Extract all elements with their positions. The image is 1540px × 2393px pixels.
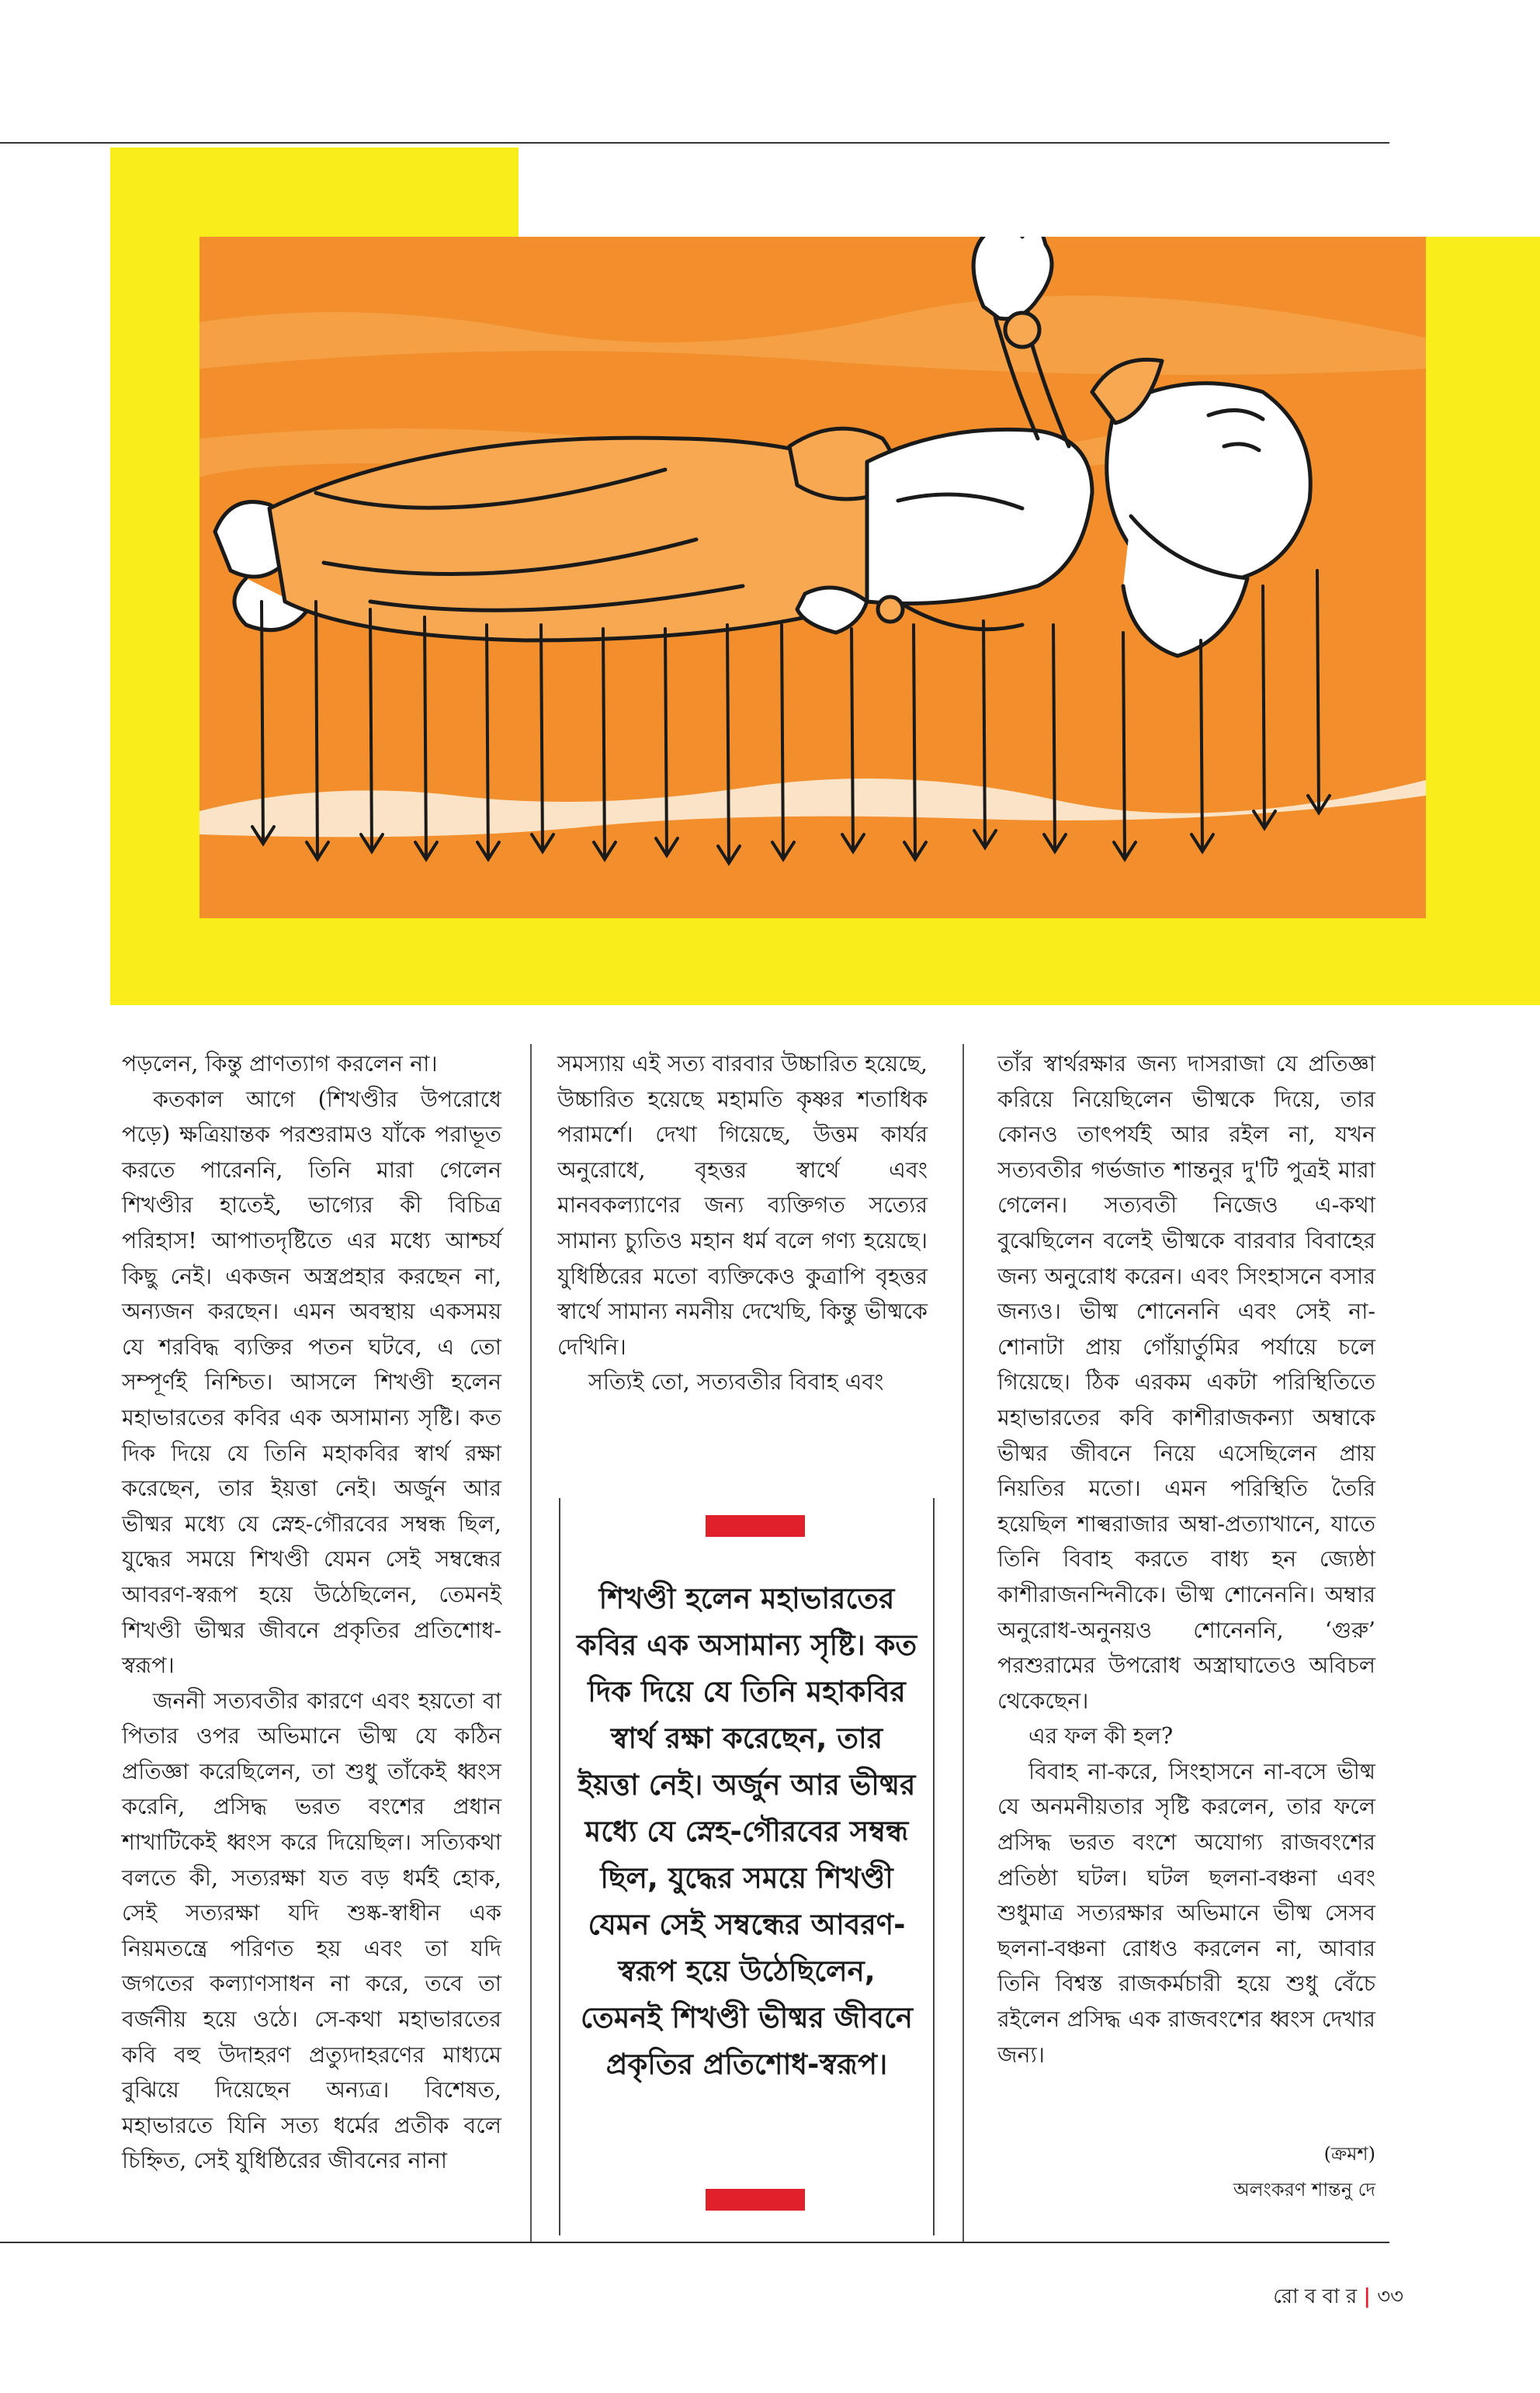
yellow-accent-bar <box>110 147 519 237</box>
pull-quote-bottom-marker <box>706 2189 805 2211</box>
article-column-2 <box>557 1046 928 1400</box>
paragraph: তাঁর স্বার্থরক্ষার জন্য দাসরাজা যে প্রতিজ্ঞা করিয়ে নিয়েছিলেন ভীষ্মকে দিয়ে, তার কোনও তাৎপর্যই আর রইল না, যখন সত্যবতীর গর্ভজাত শান্তনুর দু'টি পুত্রই মারা গেলেন। সত্যবতী নিজেও এ-কথা বুঝেছিলেন বলেই ভীষ্মকে বারবার বিবাহের জন্য অনুরোধ করেন। এবং সিংহাসনে বসার জন্যও। ভীষ্ম শোনেননি এবং সেই না-শোনাটা প্রায় গোঁয়ার্তুমির পর্যায়ে চলে গিয়েছে। ঠিক এরকম একটা পরিস্থিতিতে মহাভারতের কবি কাশীরাজকন্যা অম্বাকে ভীষ্মর জীবনে নিয়ে এসেছিলেন প্রায় নিয়তির মতো। এমন পরিস্থিতি তৈরি হয়েছিল শাল্বরাজার অম্বা-প্রত্যাখানে, যাতে তিনি বিবাহ করতে বাধ্য হন জ্যেষ্ঠা কাশীরাজনন্দিনীকে। ভীষ্ম শোনেননি। অম্বার অনুরোধ-অনুনয়ও শোনেননি, ‘গুরু’ পরশুরামের উপরোধ অস্ত্রাঘাতেও অবিচল থেকেছেন। <box>997 1051 1375 1714</box>
pull-quote-top-marker <box>706 1515 805 1537</box>
paragraph: সমস্যায় এই সত্য বারবার উচ্চারিত হয়েছে, উচ্চারিত হয়েছে মহামতি কৃষ্ণর শতাধিক পরামর্শে। দেখা গিয়েছে, উত্তম কার্যর অনুরোধে, বৃহত্তর স্বার্থে এবং মানবকল্যাণের জন্য ব্যক্তিগত সত্যের সামান্য চ্যুতিও মহান ধর্ম বলে গণ্য হয়েছে। যুধিষ্ঠিরের মতো ব্যক্তিকেও কুত্রাপি বৃহত্তর স্বার্থে সামান্য নমনীয় দেখেছি, কিন্তু ভীষ্মকে দেখিনি। <box>557 1051 928 1360</box>
magazine-name: রো ব বা র <box>1273 2285 1358 2308</box>
pull-quote-box <box>559 1498 935 2235</box>
footer-rule <box>0 2242 1389 2243</box>
top-rule <box>0 142 1389 144</box>
to-be-continued: (ক্রমশ) <box>1323 2143 1375 2165</box>
article-column-3 <box>997 1046 1375 2072</box>
column-divider <box>962 1044 964 2243</box>
illustration-credit: অলংকরণ শান্তনু দে <box>1233 2179 1375 2201</box>
pull-quote-text: শিখণ্ডী হলেন মহাভারতের কবির এক অসামান্য সৃষ্টি। কত দিক দিয়ে যে তিনি মহাকবির স্বার্থ রক্ষা করেছেন, তার ইয়ত্তা নেই। অর্জুন আর ভীষ্মর মধ্যে যে স্নেহ-গৌরবের সম্বন্ধ ছিল, যুদ্ধের সময়ে শিখণ্ডী যেমন সেই সম্বন্ধের আবরণ-স্বরূপ হয়ে উঠেছিলেন, তেমনই শিখণ্ডী ভীষ্মর জীবনে প্রকৃতির প্রতিশোধ-স্বরূপ। <box>576 1582 917 2081</box>
column-divider <box>530 1044 532 2243</box>
paragraph: সত্যিই তো, সত্যবতীর বিবাহ এবং <box>588 1369 884 1396</box>
paragraph: এর ফল কী হল? <box>1028 1723 1174 1750</box>
footer-separator: | <box>1363 2285 1371 2308</box>
paragraph: কতকাল আগে (শিখণ্ডীর উপরোধে পড়ে) ক্ষত্রিয়ান্তক পরশুরামও যাঁকে পরাভূত করতে পারেননি, তিনি মারা গেলেন শিখণ্ডীর হাতেই, ভাগ্যের কী বিচিত্র পরিহাস! আপাতদৃষ্টিতে এর মধ্যে আশ্চর্য কিছু নেই। একজন অস্ত্রপ্রহার করছেন না, অন্যজন করছেন। এমন অবস্থায় একসময় যে শরবিদ্ধ ব্যক্তির পতন ঘটবে, এ তো সম্পূর্ণই নিশ্চিত। আসলে শিখণ্ডী হলেন মহাভারতের কবির এক অসামান্য সৃষ্টি। কত দিক দিয়ে যে তিনি মহাকবির স্বার্থ রক্ষা করেছেন, তার ইয়ত্তা নেই। অর্জুন আর ভীষ্মর মধ্যে যে স্নেহ-গৌরবের সম্বন্ধ ছিল, যুদ্ধের সময়ে শিখণ্ডী যেমন সেই সম্বন্ধের আবরণ-স্বরূপ হয়ে উঠেছিলেন, তেমনই শিখণ্ডী ভীষ্মর জীবনে প্রকৃতির প্রতিশোধ-স্বরূপ। <box>122 1086 501 1679</box>
page-footer <box>1233 2284 1403 2309</box>
page-number: ৩৩ <box>1377 2285 1403 2308</box>
article-column-1 <box>122 1046 501 2179</box>
paragraph: জননী সত্যবতীর কারণে এবং হয়তো বা পিতার ওপর অভিমানে ভীষ্ম যে কঠিন প্রতিজ্ঞা করেছিলেন, তা শুধু তাঁকেই ধ্বংস করেনি, প্রসিদ্ধ ভরত বংশের প্রধান শাখাটিকেই ধ্বংস করে দিয়েছিল। সত্যিকথা বলতে কী, সত্যরক্ষা যত বড় ধর্মই হোক, সেই সত্যরক্ষা যদি শুষ্ক-স্বাধীন এক নিয়মতন্ত্রে পরিণত হয় এবং তা যদি জগতের কল্যাণসাধন না করে, তবে তা বর্জনীয় হয়ে ওঠে। সে-কথা মহাভারতের কবি বহু উদাহরণ প্রত্যুদাহরণের মাধ্যমে বুঝিয়ে দিয়েছেন অন্যত্র। বিশেষত, মহাভারতে যিনি সত্য ধর্মের প্রতীক বলে চিহ্নিত, সেই যুধিষ্ঠিরের জীবনের নানা <box>122 1687 501 2174</box>
paragraph: পড়লেন, কিন্তু প্রাণত্যাগ করলেন না। <box>122 1051 438 1077</box>
paragraph: বিবাহ না-করে, সিংহাসনে না-বসে ভীষ্ম যে অনমনীয়তার সৃষ্টি করলেন, তার ফলে প্রসিদ্ধ ভরত বংশে অযোগ্য রাজবংশের প্রতিষ্ঠা ঘটল। ঘটল ছলনা-বঞ্চনা এবং শুধুমাত্র সত্যরক্ষার অভিমানে ভীষ্ম সেসব ছলনা-বঞ্চনা রোধও করলেন না, আবার তিনি বিশ্বস্ত রাজকর্মচারী হয়ে শুধু বেঁচে রইলেন প্রসিদ্ধ এক রাজবংশের ধ্বংস দেখার জন্য। <box>997 1758 1375 2068</box>
bhishma-bed-of-arrows-illustration <box>199 237 1426 918</box>
